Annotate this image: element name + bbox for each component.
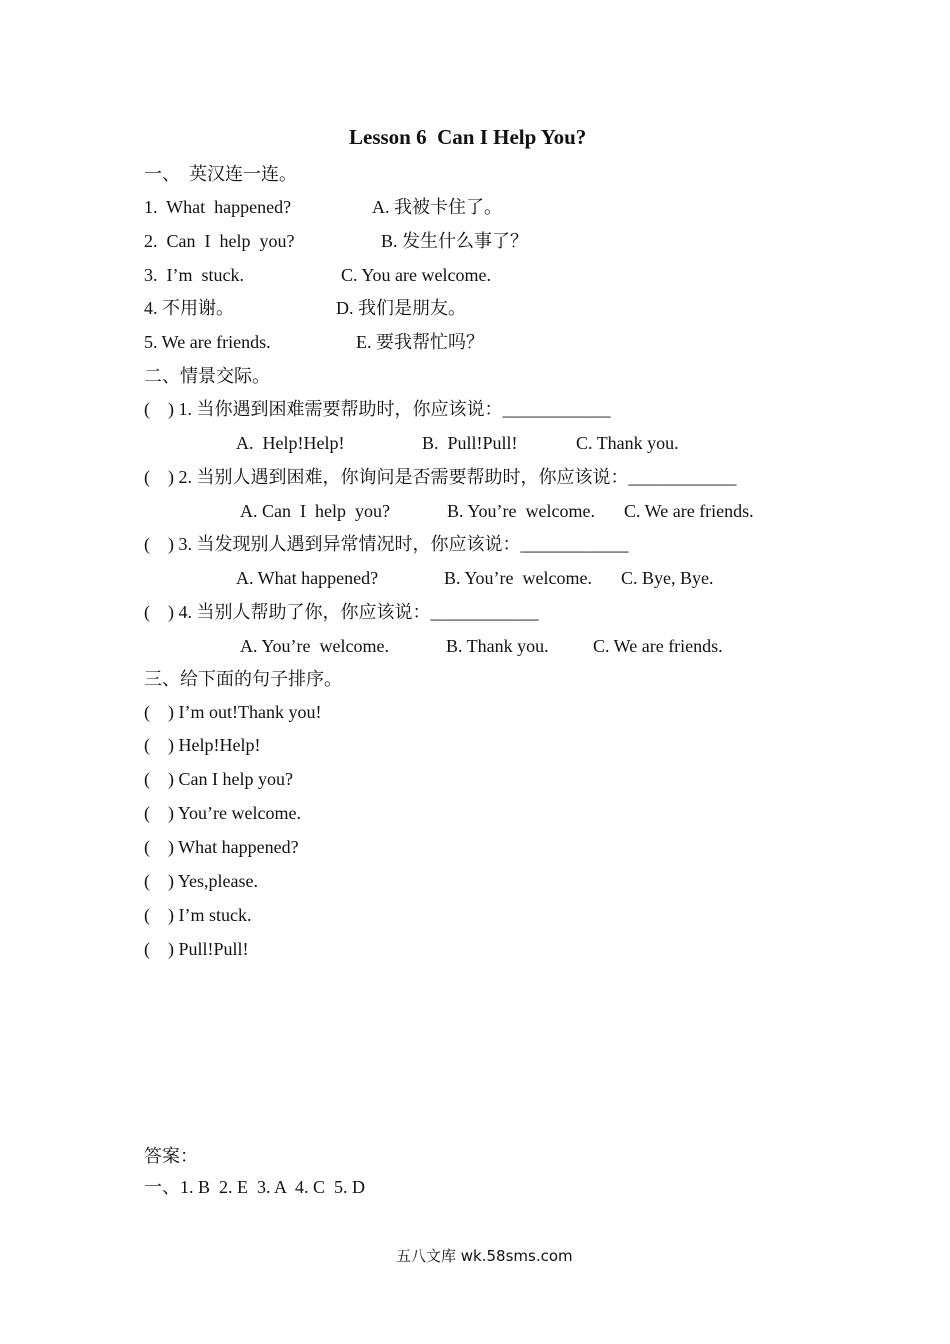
match-right-b: B. 发生什么事了？ (381, 231, 529, 251)
question-1-option-b: B. Pull!Pull! (422, 433, 518, 453)
match-right-a: A. 我被卡住了。 (372, 197, 502, 217)
question-2-option-b: B. You’re welcome. (447, 501, 595, 521)
question-2-option-c: C. We are friends. (624, 501, 754, 521)
order-item-7: ( ) I’m stuck. (144, 905, 252, 925)
page-title: Lesson 6 Can I Help You? (349, 125, 587, 149)
question-1-stem: ( ) 1. 当你遇到困难需要帮助时，你应该说：____________ (144, 399, 611, 419)
match-left-5: 5. We are friends. (144, 332, 271, 352)
question-3-option-c: C. Bye, Bye. (621, 568, 714, 588)
order-item-8: ( ) Pull!Pull! (144, 939, 249, 959)
question-4-option-c: C. We are friends. (593, 636, 723, 656)
answers-label: 答案： (144, 1146, 198, 1166)
order-item-3: ( ) Can I help you? (144, 769, 293, 789)
question-3-stem: ( ) 3. 当发现别人遇到异常情况时，你应该说：____________ (144, 534, 629, 554)
answers-part1: 一、1. B 2. E 3. A 4. C 5. D (144, 1177, 366, 1197)
match-left-4: 4. 不用谢。 (144, 298, 234, 318)
footer-watermark: 五八文库 wk.58sms.com (396, 1247, 573, 1265)
part3-heading: 三、给下面的句子排序。 (144, 669, 342, 689)
question-4-option-a: A. You’re welcome. (240, 636, 389, 656)
match-right-d: D. 我们是朋友。 (336, 298, 466, 318)
match-left-2: 2. Can I help you? (144, 231, 295, 251)
order-item-4: ( ) You’re welcome. (144, 803, 301, 823)
order-item-2: ( ) Help!Help! (144, 735, 261, 755)
order-item-1: ( ) I’m out!Thank you! (144, 702, 322, 722)
question-1-option-c: C. Thank you. (576, 433, 679, 453)
match-left-1: 1. What happened? (144, 197, 292, 217)
order-item-5: ( ) What happened? (144, 837, 299, 857)
question-2-stem: ( ) 2. 当别人遇到困难，你询问是否需要帮助时，你应该说：____________ (144, 467, 737, 487)
match-right-c: C. You are welcome. (341, 265, 491, 285)
part2-heading: 二、情景交际。 (144, 366, 270, 386)
question-2-option-a: A. Can I help you? (240, 501, 390, 521)
order-item-6: ( ) Yes,please. (144, 871, 258, 891)
question-3-option-b: B. You’re welcome. (444, 568, 592, 588)
match-left-3: 3. I’m stuck. (144, 265, 244, 285)
question-3-option-a: A. What happened? (236, 568, 379, 588)
match-right-e: E. 要我帮忙吗？ (356, 332, 484, 352)
part1-heading: 一、 英汉连一连。 (144, 164, 297, 184)
question-4-option-b: B. Thank you. (446, 636, 549, 656)
question-1-option-a: A. Help!Help! (236, 433, 345, 453)
question-4-stem: ( ) 4. 当别人帮助了你，你应该说：____________ (144, 602, 539, 622)
